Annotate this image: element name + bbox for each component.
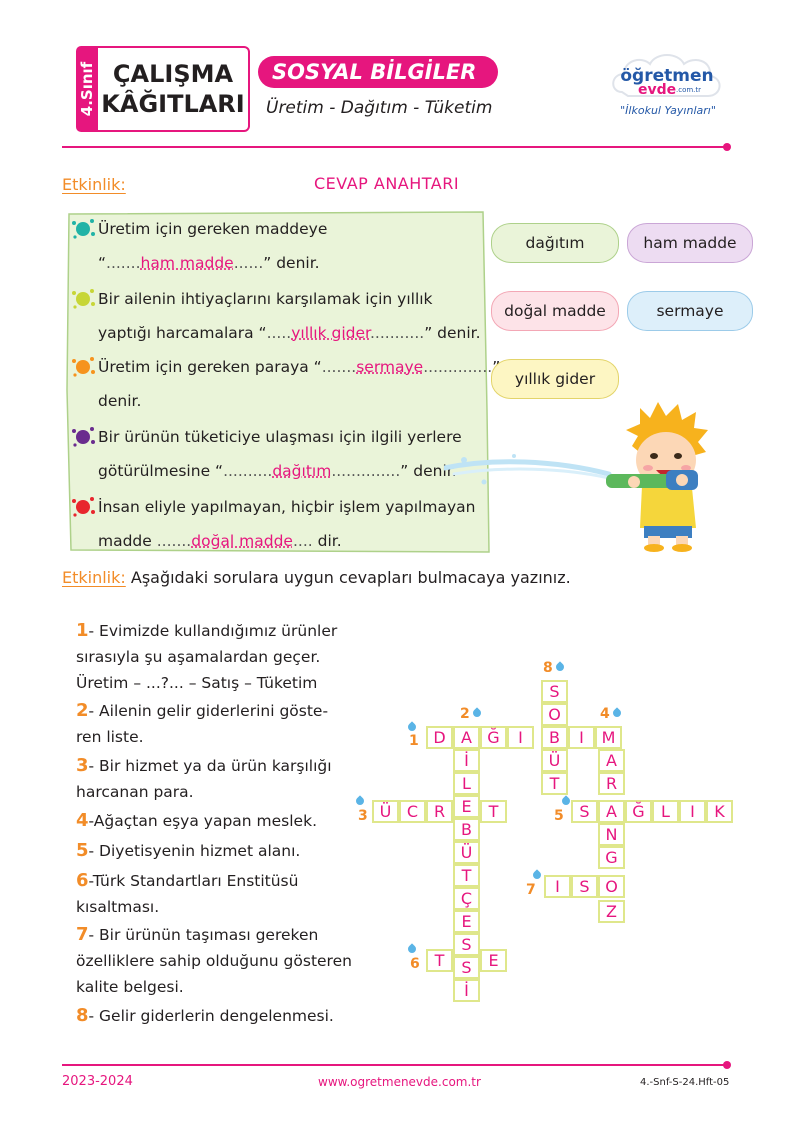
crossword-cell[interactable]: Ü xyxy=(541,749,568,772)
question-2: Bir ailenin ihtiyaçlarını karşılamak için yıllık yaptığı harcamalara “.....yıllık gider...........” denir. xyxy=(98,290,481,342)
clue-8: 8- Gelir giderlerin dengelenmesi. xyxy=(76,1005,334,1026)
grid-number-8: 8 xyxy=(543,660,553,676)
activity-1-label: Etkinlik: xyxy=(62,175,126,194)
crossword-cell[interactable]: R xyxy=(598,772,625,795)
answer-1: ham madde xyxy=(140,254,234,272)
header-divider xyxy=(62,146,728,148)
answer-3: sermaye xyxy=(356,358,424,376)
crossword-cell[interactable]: T xyxy=(541,772,568,795)
answer-5: doğal madde xyxy=(191,532,293,550)
crossword-cell[interactable]: C xyxy=(399,800,426,823)
boy-water-gun-illustration xyxy=(444,400,734,552)
clue-1: 1- Evimizde kullandığımız ürünler sırasıyla şu aşamalardan geçer. Üretim – ...?... – Satış – Tüketim xyxy=(76,620,338,692)
question-3: Üretim için gereken paraya “.......sermaye.............. denir. xyxy=(98,358,493,410)
clue-5: 5- Diyetisyenin hizmet alanı. xyxy=(76,840,301,861)
grid-number-4: 4 xyxy=(600,706,610,722)
crossword-cell[interactable]: A xyxy=(598,749,625,772)
crossword-cell[interactable]: S xyxy=(541,680,568,703)
crossword-cell[interactable]: İ xyxy=(453,979,480,1002)
logo-tagline: "İlkokul Yayınları" xyxy=(620,104,716,117)
option-bubble: dağıtım xyxy=(491,223,619,263)
drop-icon xyxy=(406,943,417,954)
grid-number-5: 5 xyxy=(554,808,564,824)
crossword-cell[interactable]: Ü xyxy=(372,800,399,823)
crossword-cell[interactable]: O xyxy=(598,875,625,898)
answer-key-title: CEVAP ANAHTARI xyxy=(314,174,460,193)
subject-title: SOSYAL BİLGİLER xyxy=(258,56,498,88)
option-bubble: yıllık gider xyxy=(491,359,619,399)
crossword-cell[interactable]: M xyxy=(595,726,622,749)
crossword-cell[interactable]: I xyxy=(544,875,571,898)
grid-number-3: 3 xyxy=(358,808,368,824)
logo-name: öğretmen xyxy=(620,66,714,86)
crossword-cell[interactable]: E xyxy=(453,795,480,818)
crossword-cell[interactable]: T xyxy=(426,949,453,972)
answer-2: yıllık gider xyxy=(291,324,370,342)
logo-name-2: evde xyxy=(638,82,677,98)
grade-label: 4.Sınıf xyxy=(78,61,96,117)
crossword-cell[interactable]: D xyxy=(426,726,453,749)
logo-domain: .com.tr xyxy=(676,86,702,94)
crossword-cell[interactable]: S xyxy=(571,875,598,898)
splash-icon xyxy=(70,286,96,312)
crossword-cell[interactable]: İ xyxy=(453,749,480,772)
crossword-cell[interactable]: E xyxy=(453,910,480,933)
question-5: İnsan eliyle yapılmayan, hiçbir işlem yapılmayan madde .......doğal madde.... dir. xyxy=(98,498,476,550)
question-1: Üretim için gereken maddeye “.......ham madde......” denir. xyxy=(98,220,328,272)
option-bubble: doğal madde xyxy=(491,291,619,331)
crossword-cell[interactable]: K xyxy=(706,800,733,823)
crossword-cell[interactable]: E xyxy=(480,949,507,972)
activity-2-heading xyxy=(62,568,571,587)
clue-2: 2- Ailenin gelir giderlerini göste- ren liste. xyxy=(76,700,329,746)
crossword-cell[interactable]: R xyxy=(426,800,453,823)
activity-2-label: Etkinlik: xyxy=(62,568,126,587)
footer-divider xyxy=(62,1064,728,1066)
crossword-cell[interactable]: Ç xyxy=(453,887,480,910)
topic-subtitle: Üretim - Dağıtım - Tüketim xyxy=(266,98,493,118)
answer-4: dağıtım xyxy=(272,462,332,480)
crossword-cell[interactable]: S xyxy=(453,933,480,956)
drop-icon xyxy=(531,869,542,880)
website-link[interactable]: www.ogretmenevde.com.tr xyxy=(318,1075,481,1089)
crossword-cell[interactable]: L xyxy=(453,772,480,795)
clue-3: 3- Bir hizmet ya da ürün karşılığı harcanan para. xyxy=(76,755,332,801)
drop-icon xyxy=(354,795,365,806)
question-4: Bir ürünün tüketiciye ulaşması için ilgili yerlere götürülmesine “..........dağıtım..............” denir. xyxy=(98,428,462,480)
crossword-cell[interactable]: Z xyxy=(598,900,625,923)
clue-6: 6-Türk Standartları Enstitüsü kısaltması. xyxy=(76,870,299,916)
title-line-2: KÂĞITLARI xyxy=(101,90,245,118)
crossword-cell[interactable]: T xyxy=(453,864,480,887)
crossword-cell[interactable]: B xyxy=(453,818,480,841)
option-bubble: ham madde xyxy=(627,223,753,263)
crossword-cell[interactable]: G xyxy=(598,846,625,869)
splash-icon xyxy=(70,494,96,520)
clue-7: 7- Bir ürünün taşıması gereken özelliklere sahip olduğunu gösteren kalite belgesi. xyxy=(76,924,352,996)
crossword-cell[interactable]: Ü xyxy=(453,841,480,864)
crossword-cell[interactable]: Ğ xyxy=(480,726,507,749)
drop-icon xyxy=(554,661,565,672)
crossword-cell[interactable]: S xyxy=(571,800,598,823)
crossword-cell[interactable]: A xyxy=(453,726,480,749)
option-bubble: sermaye xyxy=(627,291,753,331)
splash-icon xyxy=(70,354,96,380)
crossword-cell[interactable]: T xyxy=(480,800,507,823)
grid-number-1: 1 xyxy=(409,733,419,749)
drop-icon xyxy=(560,795,571,806)
crossword-cell[interactable]: B xyxy=(541,726,568,749)
crossword-cell[interactable]: L xyxy=(652,800,679,823)
grid-number-2: 2 xyxy=(460,706,470,722)
splash-icon xyxy=(70,424,96,450)
crossword-cell[interactable]: I xyxy=(679,800,706,823)
worksheet-title xyxy=(98,46,250,132)
drop-icon xyxy=(611,707,622,718)
drop-icon xyxy=(471,707,482,718)
crossword-cell[interactable]: I xyxy=(507,726,534,749)
grid-number-6: 6 xyxy=(410,956,420,972)
clue-4: 4-Ağaçtan eşya yapan meslek. xyxy=(76,810,317,831)
school-year: 2023-2024 xyxy=(62,1074,133,1089)
crossword-cell[interactable]: I xyxy=(568,726,595,749)
publisher-logo xyxy=(608,48,726,122)
crossword-cell[interactable]: Ğ xyxy=(625,800,652,823)
drop-icon xyxy=(406,721,417,732)
grid-number-7: 7 xyxy=(526,882,536,898)
activity-2-instruction: Aşağıdaki sorulara uygun cevapları bulmacaya yazınız. xyxy=(125,568,571,587)
crossword-cell[interactable]: O xyxy=(541,703,568,726)
splash-icon xyxy=(70,216,96,242)
crossword-cell[interactable]: N xyxy=(598,823,625,846)
title-line-1: ÇALIŞMA xyxy=(112,60,234,88)
crossword-cell[interactable]: A xyxy=(598,800,625,823)
crossword-cell[interactable]: S xyxy=(453,956,480,979)
worksheet-code: 4.-Snf-S-24.Hft-05 xyxy=(640,1077,730,1088)
